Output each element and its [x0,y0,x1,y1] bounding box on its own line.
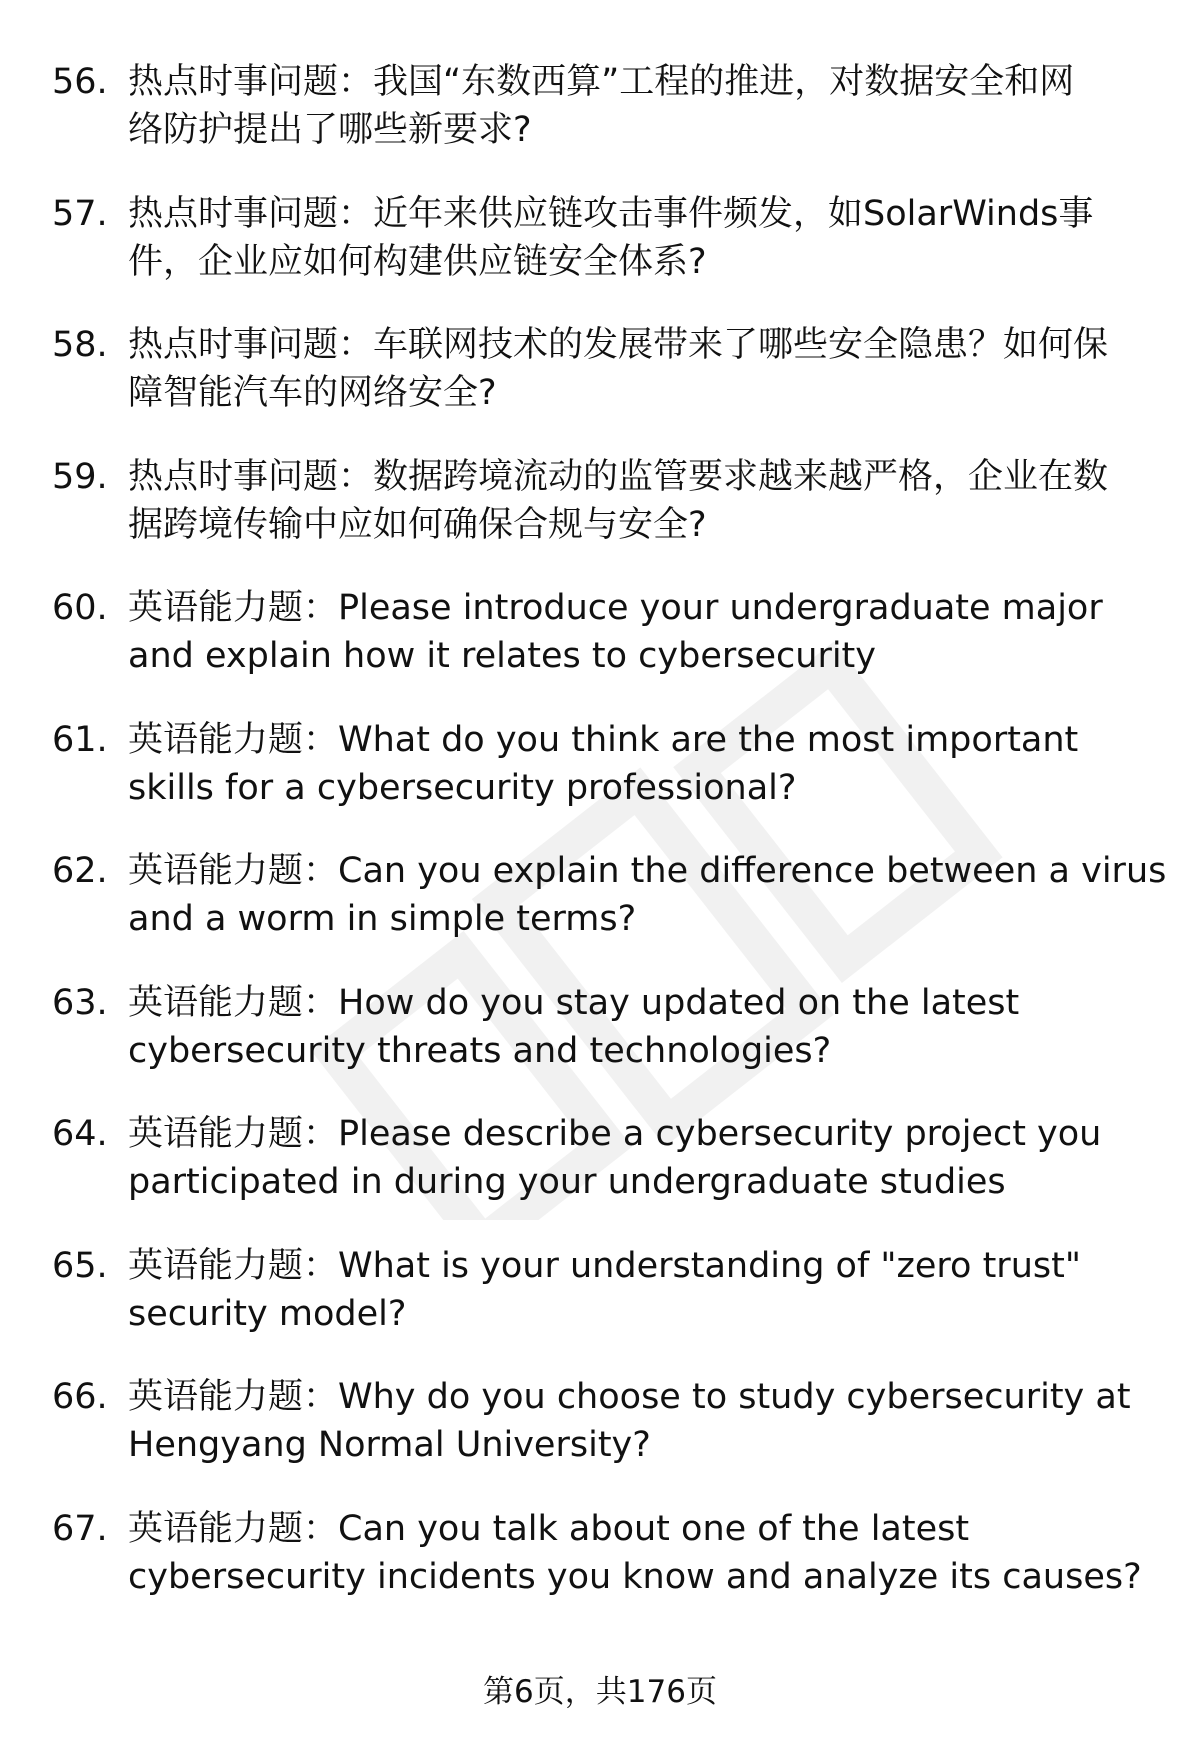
question-item [0,979,1200,1111]
question-number: 62. [52,851,108,891]
question-text [128,58,1148,154]
question-line: 件，企业应如何构建供应链安全体系? [128,241,707,282]
question-line: 障智能汽车的网络安全? [128,373,497,413]
question-line: participated in during your undergraduate studies [128,1162,1006,1202]
question-line: 热点时事问题：数据跨境流动的监管要求越来越严格，企业在数 [128,456,1109,497]
question-line: 英语能力题：Can you talk about one of the latest [128,1508,970,1549]
question-item [0,321,1200,453]
question-line: 英语能力题：Please describe a cybersecurity project you [128,1114,1102,1154]
question-line: and a worm in simple terms? [128,899,637,939]
question-line: security model? [128,1293,407,1334]
question-line: 英语能力题：Why do you choose to study cybersecurity at [128,1377,1131,1417]
question-list [0,58,1200,1636]
question-number: 64. [52,1114,108,1154]
question-line: 热点时事问题：近年来供应链攻击事件频发，如SolarWinds事 [128,193,1094,234]
question-item [0,58,1200,190]
question-line: cybersecurity incidents you know and analyze its causes? [128,1556,1142,1597]
question-item [0,716,1200,848]
question-line: 据跨境传输中应如何确保合规与安全? [128,504,707,545]
question-text [128,190,1148,286]
question-line: 英语能力题：What is your understanding of "zero trust" [128,1245,1081,1286]
question-line: cybersecurity threats and technologies? [128,1030,832,1071]
question-number: 60. [52,588,108,628]
question-line: skills for a cybersecurity professional? [128,767,797,808]
question-number: 65. [52,1245,108,1286]
question-text [128,716,1148,812]
question-item [0,584,1200,716]
question-number: 63. [52,982,108,1023]
question-line: 英语能力题：What do you think are the most important [128,719,1079,760]
question-number: 59. [52,456,108,497]
question-number: 61. [52,719,108,760]
question-item [0,1242,1200,1374]
question-line: Hengyang Normal University? [128,1425,651,1465]
question-text [128,1373,1148,1469]
question-number: 67. [52,1508,108,1549]
question-line: 英语能力题：Can you explain the difference between a virus [128,851,1167,891]
question-item [0,453,1200,585]
page-number-footer: 第6页，共176页 [483,1674,717,1710]
question-line: 热点时事问题：车联网技术的发展带来了哪些安全隐患？如何保 [128,325,1109,365]
question-text [128,1505,1148,1601]
question-line: 英语能力题：How do you stay updated on the latest [128,982,1020,1023]
question-item [0,1110,1200,1242]
question-number: 66. [52,1377,108,1417]
question-number: 56. [52,62,108,102]
question-item [0,1505,1200,1637]
question-item [0,847,1200,979]
question-text [128,1110,1148,1206]
question-number: 58. [52,325,108,365]
question-text [128,847,1167,943]
question-text [128,1242,1148,1338]
question-line: and explain how it relates to cybersecurity [128,636,876,676]
question-item [0,1373,1200,1505]
question-line: 英语能力题：Please introduce your undergraduate major [128,588,1103,628]
question-number: 57. [52,193,108,234]
question-item [0,190,1200,322]
question-line: 络防护提出了哪些新要求? [128,110,532,150]
question-text [128,584,1148,680]
question-text [128,453,1148,549]
question-text [128,979,1148,1075]
question-line: 热点时事问题：我国“东数西算”工程的推进，对数据安全和网 [128,62,1075,102]
question-text [128,321,1148,417]
